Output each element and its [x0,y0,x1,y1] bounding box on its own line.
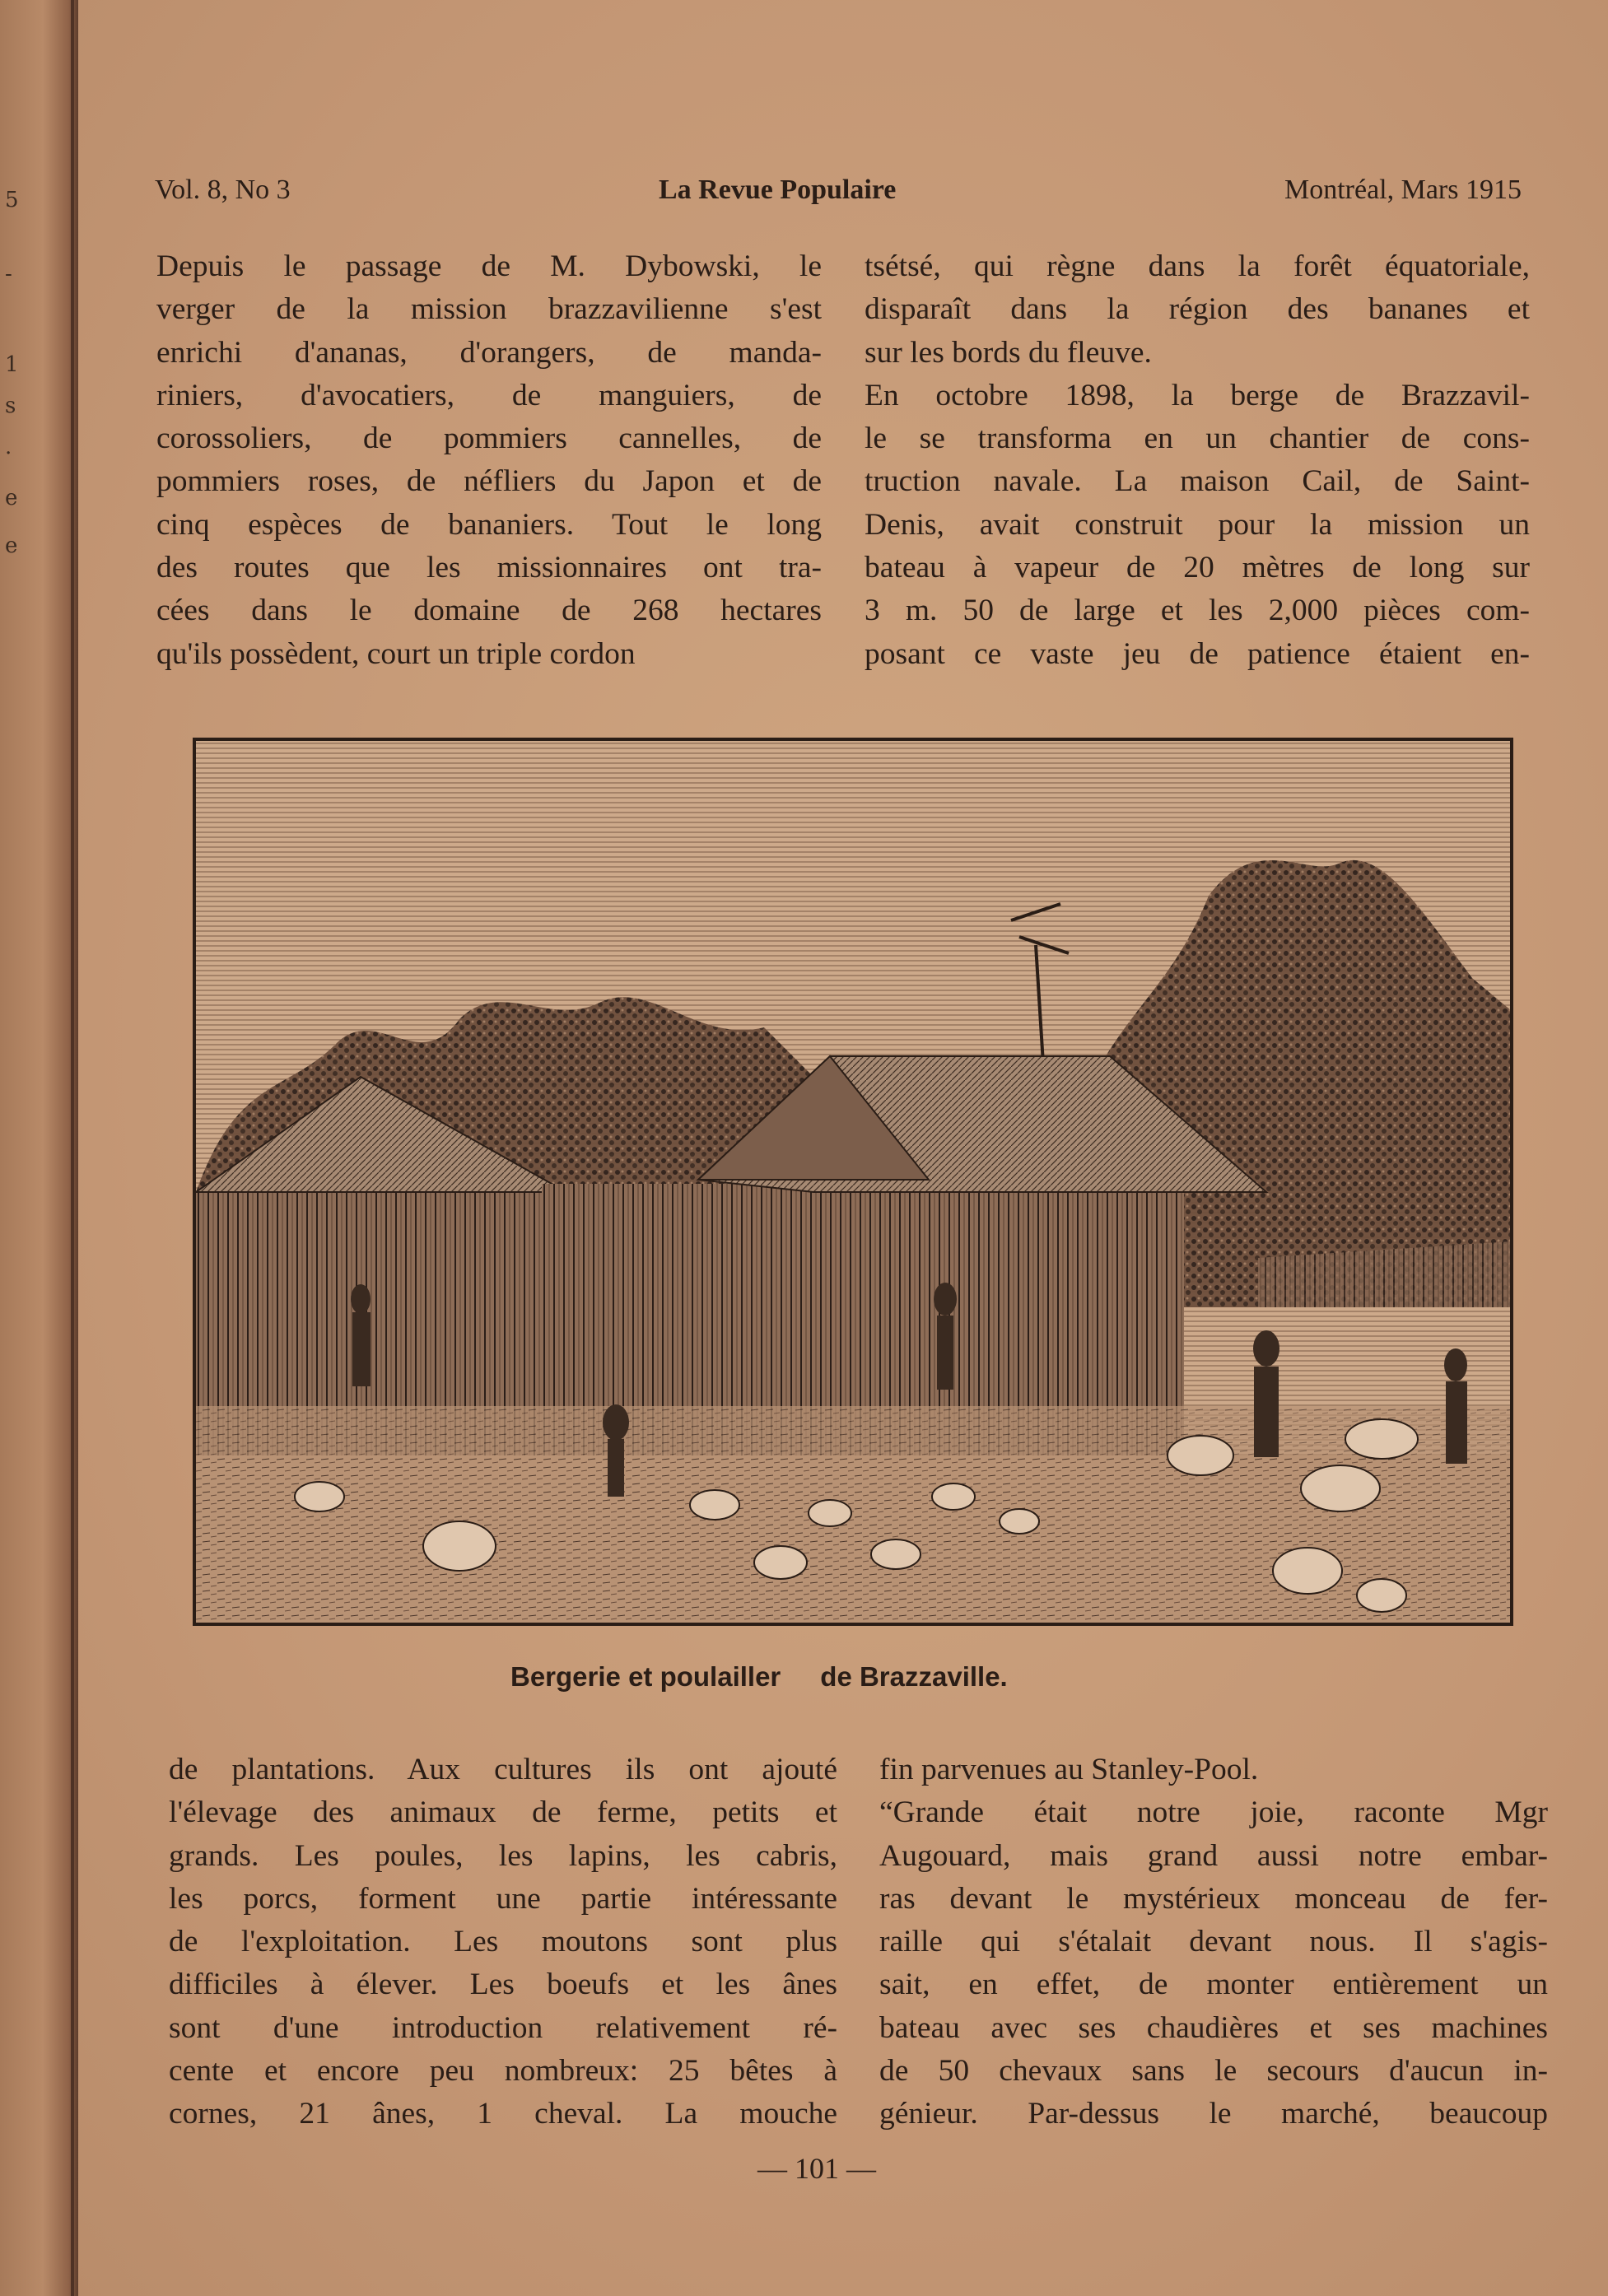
text-line: de l'exploitation. Les moutons sont plus [169,1925,837,1959]
margin-mark: . [5,435,12,459]
text-line: sait, en effet, de monter entièrement un [879,1968,1548,2002]
text-line: “Grande était notre joie, raconte Mgr [879,1795,1548,1830]
text-column-top-left [156,245,822,676]
text-column-top-right [865,245,1530,676]
margin-mark: 1 [5,352,19,377]
spine-edge [71,0,74,2296]
margin-mark: s [5,394,16,418]
margin-mark: e [5,533,18,558]
text-line: Denis, avait construit pour la mission un [865,507,1530,542]
text-line: truction navale. La maison Cail, de Saint- [865,464,1530,499]
header-place-date: Montréal, Mars 1915 [1284,175,1522,205]
text-line: de plantations. Aux cultures ils ont ajouté [169,1753,837,1786]
text-line: sur les bords du fleuve. [865,335,1152,370]
text-line: cornes, 21 ânes, 1 cheval. La mouche [169,2097,837,2131]
text-line: difficiles à élever. Les boeufs et les ânes [169,1968,837,2002]
text-line: 3 m. 50 de large et les 2,000 pièces com- [865,594,1530,628]
text-line: qu'ils possèdent, court un triple cordon [156,636,636,671]
engraving-illustration [188,731,1519,1628]
text-line: verger de la mission brazzavilienne s'est [156,292,822,327]
caption-part-2: de Brazzaville. [820,1661,1008,1692]
book-spine-shadow [0,0,78,2296]
text-line: les porcs, forment une partie intéressante [169,1881,837,1916]
margin-mark: 5 [5,188,19,212]
text-line: fin parvenues au Stanley-Pool. [879,1753,1259,1786]
text-line: En octobre 1898, la berge de Brazzavil- [865,378,1530,412]
text-line: Depuis le passage de M. Dybowski, le [156,249,822,283]
margin-mark: e [5,486,18,510]
text-line: Augouard, mais grand aussi notre embar- [879,1838,1548,1873]
text-line: de 50 chevaux sans le secours d'aucun in- [879,2054,1548,2089]
text-line: corossoliers, de pommiers cannelles, de [156,421,822,456]
text-line: posant ce vaste jeu de patience étaient en- [865,636,1530,671]
text-line: pommiers roses, de néfliers du Japon et de [156,464,822,499]
text-line: enrichi d'ananas, d'orangers, de manda- [156,335,822,370]
text-column-bottom-right [879,1749,1548,2136]
text-line: génieur. Par-dessus le marché, beaucoup [879,2097,1548,2131]
illustration-caption [510,1661,1008,1693]
text-line: le se transforma en un chantier de cons- [865,421,1530,456]
header-journal-title: La Revue Populaire [659,175,897,205]
text-line: bateau à vapeur de 20 mètres de long sur [865,551,1530,585]
text-column-bottom-left [169,1749,837,2136]
text-line: bateau avec ses chaudières et ses machines [879,2010,1548,2045]
text-line: riniers, d'avocatiers, de manguiers, de [156,378,822,412]
text-line: tsétsé, qui règne dans la forêt équatoriale, [865,249,1530,283]
text-line: des routes que les missionnaires ont tra- [156,551,822,585]
running-header [155,175,1522,216]
margin-mark: - [5,262,12,286]
page-number: — 101 — [757,2152,876,2185]
text-line: grands. Les poules, les lapins, les cabris, [169,1838,837,1873]
text-line: sont d'une introduction relativement ré- [169,2010,837,2045]
text-line: l'élevage des animaux de ferme, petits et [169,1795,837,1830]
text-line: raille qui s'étalait devant nous. Il s'agis- [879,1925,1548,1959]
text-line: cées dans le domaine de 268 hectares [156,594,822,628]
text-line: disparaît dans la région des bananes et [865,292,1530,327]
text-line: ras devant le mystérieux monceau de fer- [879,1881,1548,1916]
text-line: cente et encore peu nombreux: 25 bêtes à [169,2054,837,2089]
caption-part-1: Bergerie et poulailler [510,1661,781,1692]
text-line: cinq espèces de bananiers. Tout le long [156,507,822,542]
header-volume: Vol. 8, No 3 [155,175,291,205]
